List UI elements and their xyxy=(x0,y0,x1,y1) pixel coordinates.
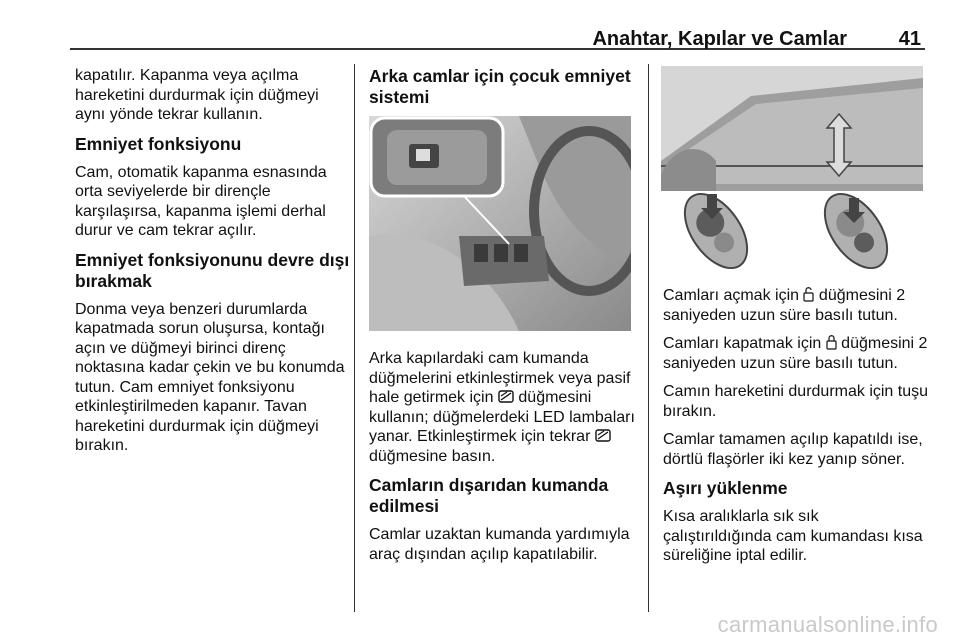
paragraph: Camlar tamamen açılıp kapatıldı ise, dörtlü flaşörler iki kez yanıp söner. xyxy=(663,431,923,468)
paragraph: Kısa aralıklarla sık sık çalıştırıldığında cam kumandası kısa süreliğine iptal edilir. xyxy=(663,508,923,564)
column-left xyxy=(75,66,350,465)
text: düğmesini kullanın; düğmelerdeki LED lambaları yanar. Etkinleştirmek için tekrar xyxy=(369,389,635,445)
paragraph: Camın hareketini durdurmak için tuşu bırakın. xyxy=(663,383,929,420)
column-divider xyxy=(648,64,649,612)
section-title: Anahtar, Kapılar ve Camlar xyxy=(592,28,847,50)
key-lock-icon xyxy=(826,334,837,350)
text: Camları açmak için xyxy=(663,287,804,304)
watermark: carmanualsonline.info xyxy=(717,612,938,637)
paragraph xyxy=(663,286,928,325)
column-divider xyxy=(354,64,355,612)
heading-safety-function: Emniyet fonksiyonu xyxy=(75,133,242,154)
paragraph: Cam, otomatik kapanma esnasında orta seviyelerde bir dirençle karşılaşırsa, kapanma işlemi derhal durur ve cam tekrar açılır. xyxy=(75,163,327,239)
page-header xyxy=(70,0,925,50)
heading-child-safety: Arka camlar için çocuk emniyet sistemi xyxy=(369,66,631,107)
child-window-lock-icon xyxy=(498,389,514,404)
key-unlock-icon xyxy=(803,286,814,302)
paragraph: Donma veya benzeri durumlarda kapatmada sorun oluşursa, kontağı açın ve düğmeyi birinci direnç noktasına kadar çekin ve bu konumda tutun. Cam emniyet fonksiyonu etkinleştirilmeden kapanır. Tavan hareketini durdurmak için düğmeyi bırakın. xyxy=(75,300,345,454)
text: düğmesini 2 saniyeden uzun süre basılı tutun. xyxy=(663,335,928,372)
paragraph xyxy=(663,334,928,373)
text: Camları kapatmak için xyxy=(663,335,826,352)
page-number: 41 xyxy=(898,28,921,50)
paragraph: kapatılır. Kapanma veya açılma hareketini durdurmak için düğmeyi aynı yönde tekrar kullanın. xyxy=(75,67,319,123)
door-panel-illustration xyxy=(369,116,631,331)
heading-remote-control: Camların dışarıdan kumanda edilmesi xyxy=(369,475,609,516)
heading-overload: Aşırı yüklenme xyxy=(663,478,788,498)
text: Arka kapılardaki cam kumanda düğmelerini etkinleştirmek veya pasif hale getirmek için xyxy=(369,350,631,406)
column-middle xyxy=(369,66,637,573)
child-window-lock-icon xyxy=(595,428,611,443)
paragraph xyxy=(369,349,637,466)
column-right xyxy=(663,66,928,575)
remote-key-illustration xyxy=(661,66,923,276)
text: düğmesini 2 saniyeden uzun süre basılı tutun. xyxy=(663,287,906,324)
paragraph: Camlar uzaktan kumanda yardımıyla araç dışından açılıp kapatılabilir. xyxy=(369,526,630,563)
heading-disable-safety: Emniyet fonksiyonunu devre dışı bırakmak xyxy=(75,249,350,291)
text: düğmesine basın. xyxy=(369,447,496,465)
